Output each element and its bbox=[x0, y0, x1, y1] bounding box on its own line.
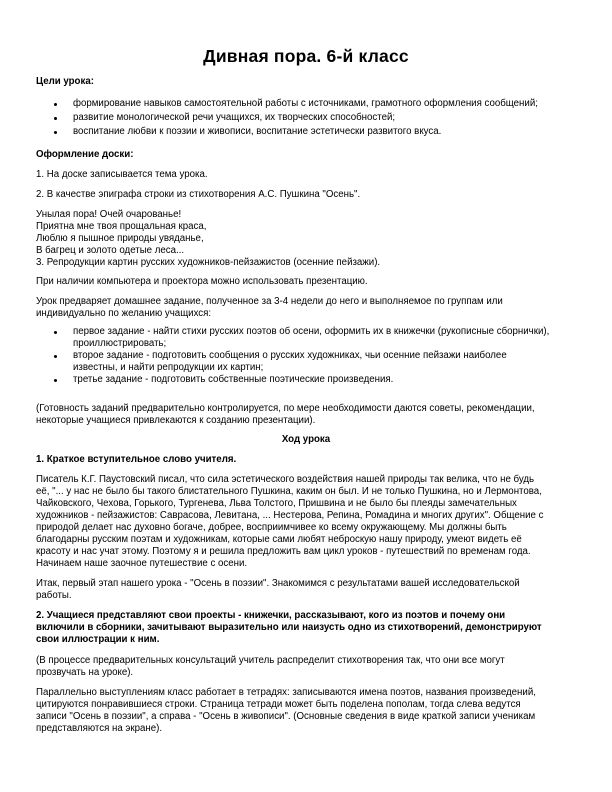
board-paragraph: 3. Репродукции картин русских художников-пейзажистов (осенние пейзажи). bbox=[36, 257, 381, 268]
section-1-text: её, "... у нас не было бы такого блистательного Пушкина, каким он был. И не только Пушкина, но и Лермонтова, bbox=[36, 486, 542, 497]
task-item: второе задание - подготовить сообщения о русских художниках, чьи осенние пейзажи наиболее bbox=[73, 350, 507, 361]
goal-item: формирование навыков самостоятельной работы с источниками, грамотного оформления сообщений; bbox=[73, 98, 538, 109]
board-paragraph: 2. В качестве эпиграфа строки из стихотворения А.С. Пушкина "Осень". bbox=[36, 189, 361, 200]
section-2-heading: включили в сборники, зачитывают выразительно или наизусть одно из стихотворений, демонстрируют bbox=[36, 622, 542, 633]
board-note: (Готовность заданий предварительно контролируется, по мере необходимости даются советы, рекомендации, bbox=[36, 403, 535, 414]
section-1-text: работы. bbox=[36, 590, 72, 601]
section-2-note: прозвучать на уроке). bbox=[36, 667, 134, 678]
bullet-icon bbox=[54, 331, 57, 334]
bullet-icon bbox=[54, 355, 57, 358]
board-heading: Оформление доски: bbox=[36, 149, 134, 160]
task-item: третье задание - подготовить собственные поэтические произведения. bbox=[73, 374, 394, 385]
section-2-text: представляются на экране). bbox=[36, 723, 163, 734]
goals-heading: Цели урока: bbox=[36, 76, 94, 87]
section-1-text: Начинаем наше заочное путешествие с осени. bbox=[36, 558, 248, 569]
board-paragraph: индивидуально по желанию учащихся: bbox=[36, 308, 212, 319]
section-2-note: (В процессе предварительных консультаций учитель распределит стихотворения так, что они все могут bbox=[36, 655, 505, 666]
bullet-icon bbox=[54, 379, 57, 382]
task-item: известны, и найти репродукции их картин; bbox=[73, 362, 264, 373]
goal-item: развитие монологической речи учащихся, их творческих способностей; bbox=[73, 112, 396, 123]
section-2-text: записи "Осень в поэзии", а справа - "Осень в живописи". (Основные сведения в виде краткой записи ученикам bbox=[36, 711, 536, 722]
section-1-text: благодарны русским поэтам и художникам, которые сами любят неброскую нашу природу, умеют видеть её bbox=[36, 534, 522, 545]
bullet-icon bbox=[54, 117, 57, 120]
poem-line: Приятна мне твоя прощальная краса, bbox=[36, 221, 207, 232]
section-1-text: природой делает нас духовно богаче, добрее, восприимчивее ко всему окружающему. Мы должны быть bbox=[36, 522, 507, 533]
section-1-text: Чайковского, Чехова, Горького, Тургенева, Льва Толстого, Пришвина и не было бы плеяды замечательных bbox=[36, 498, 517, 509]
goal-item: воспитание любви к поэзии и живописи, воспитание эстетически развитого вкуса. bbox=[73, 126, 442, 137]
section-1-text: художников - пейзажистов: Саврасова, Левитана, ... Нестерова, Репина, Ромадина и многих других". Общение с bbox=[36, 510, 544, 521]
task-item: проиллюстрировать; bbox=[73, 338, 167, 349]
poem-line: В багрец и золото одетые леса... bbox=[36, 245, 185, 256]
poem-line: Унылая пора! Очей очарованье! bbox=[36, 209, 182, 220]
board-paragraph: Урок предваряет домашнее задание, полученное за 3-4 недели до него и выполняемое по группам или bbox=[36, 296, 503, 307]
task-item: первое задание - найти стихи русских поэтов об осени, оформить их в книжечки (рукописные сборнички), bbox=[73, 326, 550, 337]
section-1-text: красоту и нас учат этому. Поэтому я и решила предложить вам цикл уроков - путешествий по временам года. bbox=[36, 546, 531, 557]
section-2-heading: 2. Учащиеся представляют свои проекты - книжечки, рассказывают, кого из поэтов и почему они bbox=[36, 610, 506, 621]
section-1-text: Писатель К.Г. Паустовский писал, что сила эстетического воздействия нашей природы так велика, что не будь bbox=[36, 474, 535, 485]
page-title: Дивная пора. 6-й класс bbox=[203, 46, 409, 66]
board-paragraph: 1. На доске записывается тема урока. bbox=[36, 169, 208, 180]
poem-line: Люблю я пышное природы увяданье, bbox=[36, 233, 204, 244]
lesson-heading: Ход урока bbox=[281, 434, 331, 445]
section-1-heading: 1. Краткое вступительное слово учителя. bbox=[36, 454, 237, 465]
section-1-text: Итак, первый этап нашего урока - "Осень в поэзии". Знакомимся с результатами вашей исследовательской bbox=[36, 578, 520, 589]
section-2-text: цитируются понравившиеся строки. Страница тетради может быть поделена пополам, тогда слева ведутся bbox=[36, 699, 521, 710]
bullet-icon bbox=[54, 131, 57, 134]
section-2-text: Параллельно выступлениям класс работает в тетрадях: записываются имена поэтов, названия произведений, bbox=[36, 687, 536, 698]
section-2-heading: свои иллюстрации к ним. bbox=[36, 634, 160, 645]
board-paragraph: При наличии компьютера и проектора можно использовать презентацию. bbox=[36, 276, 368, 287]
bullet-icon bbox=[54, 103, 57, 106]
board-note: некоторые учащиеся привлекаются к созданию презентации). bbox=[36, 415, 316, 426]
